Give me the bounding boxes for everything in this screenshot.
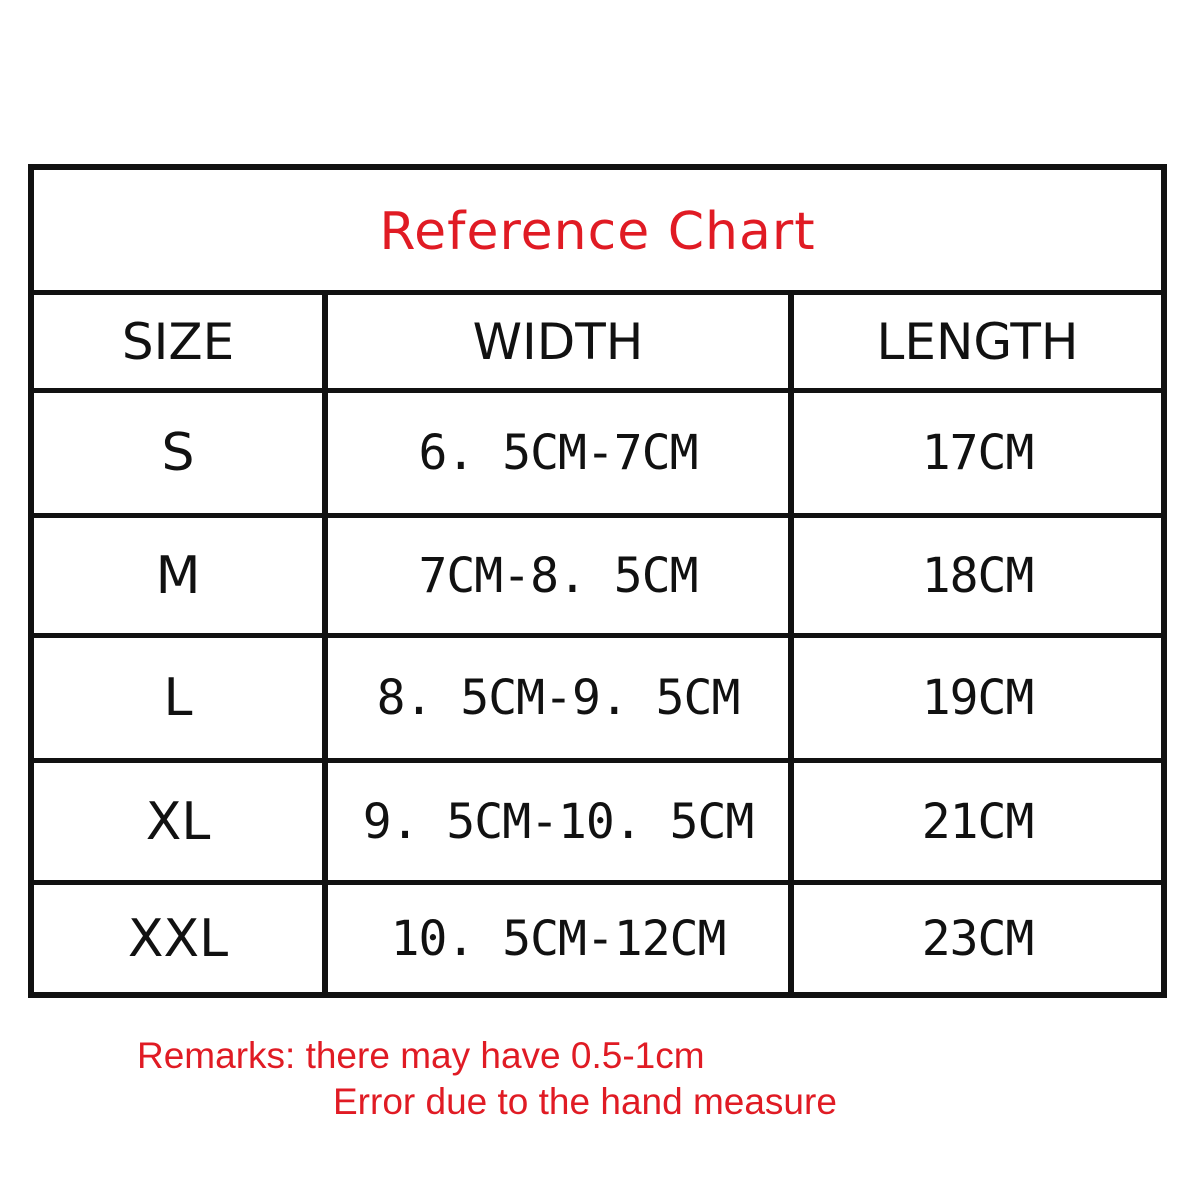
header-length: LENGTH	[876, 312, 1079, 371]
table-row	[34, 885, 1161, 992]
title-row	[34, 170, 1161, 295]
table-row	[34, 518, 1161, 638]
table-row	[34, 393, 1161, 518]
size-cell: XL	[34, 763, 328, 880]
width-cell: 10. 5CM-12CM	[328, 885, 794, 992]
header-width: WIDTH	[328, 295, 794, 388]
length-cell: 23CM	[921, 910, 1034, 967]
length-cell: 19CM	[921, 670, 1034, 726]
width-cell: 6. 5CM-7CM	[328, 393, 794, 513]
table-row	[34, 638, 1161, 763]
width-cell: 7CM-8. 5CM	[328, 518, 794, 633]
width-cell: 9. 5CM-10. 5CM	[328, 763, 794, 880]
remarks-note	[137, 1033, 837, 1125]
size-cell: L	[34, 638, 328, 758]
remarks-line-1: Remarks: there may have 0.5-1cm	[137, 1035, 705, 1076]
length-cell: 18CM	[921, 547, 1034, 604]
table-row	[34, 763, 1161, 885]
header-size: SIZE	[34, 295, 328, 388]
size-chart-table	[28, 164, 1167, 998]
width-cell: 8. 5CM-9. 5CM	[328, 638, 794, 758]
remarks-line-2: Error due to the hand measure	[333, 1081, 837, 1122]
header-row	[34, 295, 1161, 393]
size-cell: XXL	[34, 885, 328, 992]
length-cell: 21CM	[921, 793, 1034, 850]
chart-title: Reference Chart	[379, 202, 816, 262]
length-cell: 17CM	[921, 425, 1034, 481]
size-cell: S	[34, 393, 328, 513]
size-cell: M	[34, 518, 328, 633]
